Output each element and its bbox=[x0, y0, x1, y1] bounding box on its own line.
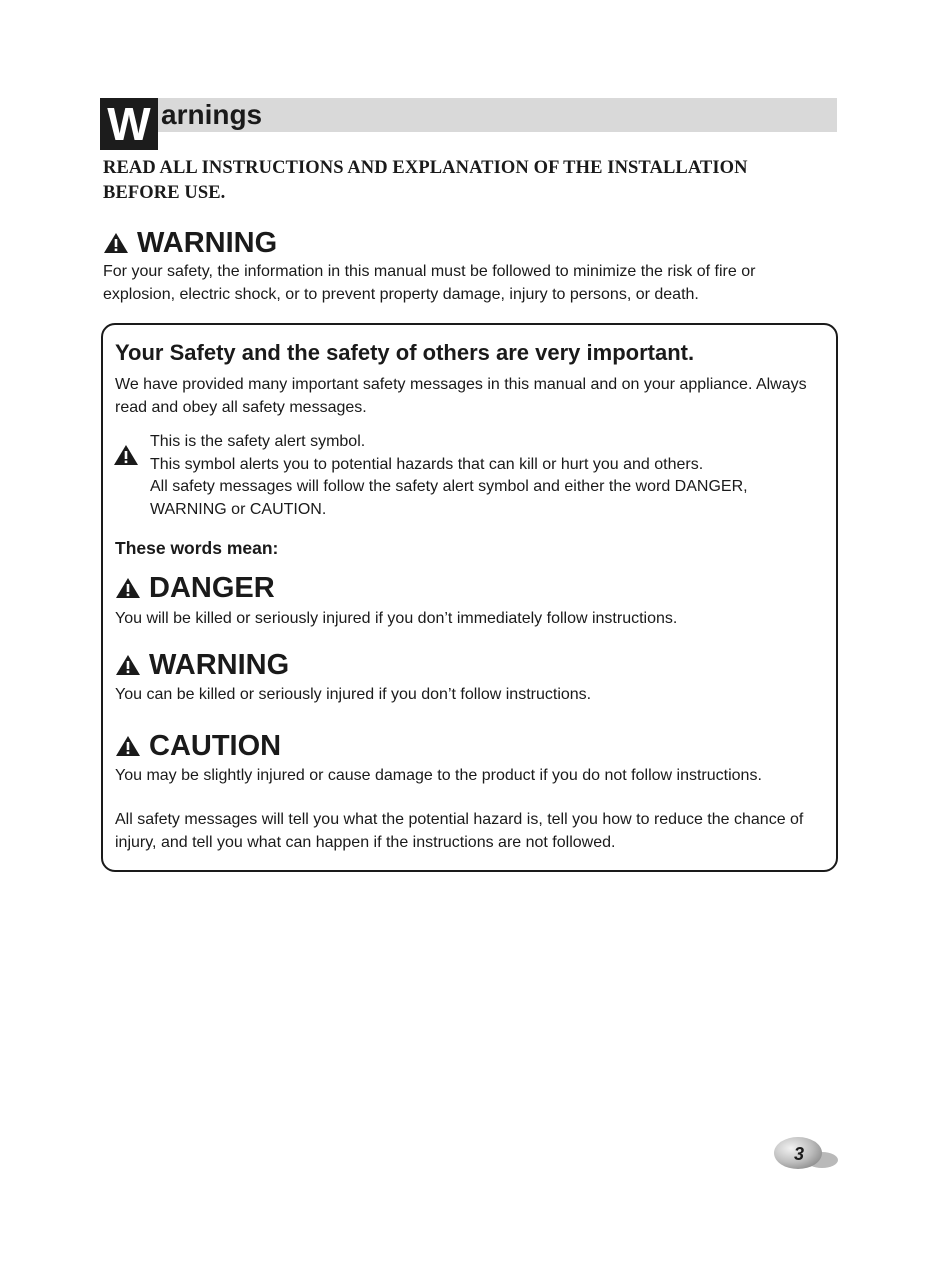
caution-text: You may be slightly injured or cause damage to the product if you do not follow instructions. bbox=[115, 767, 762, 784]
page-number: 3 bbox=[793, 1144, 805, 1164]
safety-box-title: Your Safety and the safety of others are very important. bbox=[115, 340, 695, 365]
top-warning-text: For your safety, the information in this manual must be followed to minimize the risk of fire or explosion, electric shock, or to prevent property damage, injury to persons, or death. bbox=[103, 263, 756, 303]
danger-label: DANGER bbox=[149, 572, 275, 604]
warning-text: You can be killed or seriously injured if you don’t follow instructions. bbox=[115, 686, 592, 703]
safety-box-closing: All safety messages will tell you what the potential hazard is, tell you how to reduce the chance of injury, and tell you what can happen if the instructions are not followed. bbox=[115, 811, 804, 851]
danger-text: You will be killed or seriously injured if you don’t immediately follow instructions. bbox=[115, 610, 678, 627]
safety-alert-symbol-icon bbox=[113, 443, 139, 467]
symbol-line-3: All safety messages will follow the safety alert symbol and either the word DANGER, WARNING or CAUTION. bbox=[150, 478, 748, 518]
alert-triangle-icon bbox=[115, 653, 141, 677]
caution-label: CAUTION bbox=[149, 730, 282, 762]
alert-triangle-icon bbox=[115, 734, 141, 758]
warning-heading bbox=[115, 648, 289, 682]
top-warning-heading bbox=[103, 226, 277, 260]
alert-triangle-icon bbox=[103, 231, 129, 255]
warning-label: WARNING bbox=[149, 649, 290, 681]
safety-box-intro: We have provided many important safety messages in this manual and on your appliance. Always read and obey all safety messages. bbox=[115, 376, 807, 416]
intro-instruction: READ ALL INSTRUCTIONS AND EXPLANATION OF THE INSTALLATION BEFORE USE. bbox=[103, 158, 748, 203]
top-warning-label: WARNING bbox=[137, 227, 278, 259]
title-initial: W bbox=[100, 98, 158, 150]
symbol-line-2: This symbol alerts you to potential hazards that can kill or hurt you and others. bbox=[150, 456, 704, 473]
page-number-badge bbox=[772, 1136, 840, 1176]
symbol-line-1: This is the safety alert symbol. bbox=[150, 433, 366, 450]
alert-triangle-icon bbox=[115, 576, 141, 600]
words-mean-heading: These words mean: bbox=[115, 538, 279, 558]
caution-heading bbox=[115, 729, 281, 763]
page-title: arnings bbox=[161, 99, 263, 130]
danger-heading bbox=[115, 571, 275, 605]
